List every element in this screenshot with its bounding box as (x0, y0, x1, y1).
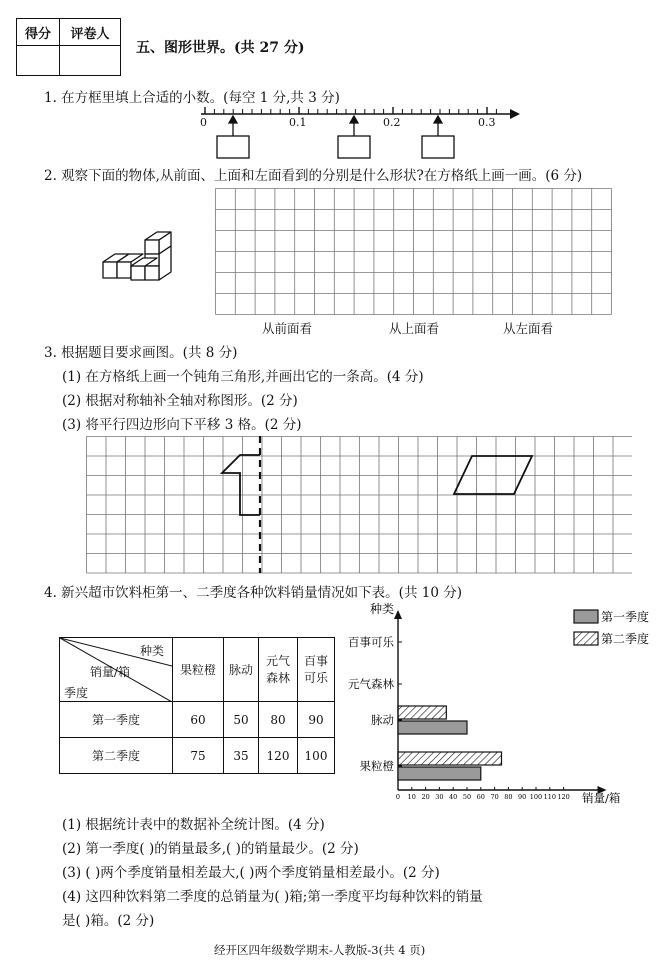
grader-label: 评卷人 (60, 19, 121, 46)
q4-sub-1: (1) 根据统计表中的数据补全统计图。(4 分) (62, 817, 325, 833)
grid-drawing[interactable] (86, 436, 632, 576)
q3-item-3: (3) 将平行四边形向下平移 3 格。(2 分) (62, 417, 302, 433)
q3-text: 3. 根据题目要求画图。(共 8 分) (44, 345, 238, 361)
q4-sub-4b: 是( )箱。(2 分) (62, 913, 155, 929)
sales-table (59, 637, 335, 774)
q3-item-2: (2) 根据对称轴补全轴对称图形。(2 分) (62, 393, 298, 409)
label-left-view: 从左面看 (503, 321, 554, 336)
legend-label: 第二季度 (601, 632, 650, 646)
q3-item-1: (1) 在方格纸上画一个钝角三角形,并画出它的一条高。(4 分) (62, 369, 424, 385)
bar-q2 (398, 706, 446, 719)
x-tick-label: 10 (407, 793, 416, 801)
x-tick-label: 20 (421, 793, 430, 801)
q1-text: 1. 在方框里填上合适的小数。(每空 1 分,共 3 分) (44, 90, 340, 106)
grader-cell[interactable] (60, 46, 121, 76)
x-tick-label: 40 (449, 793, 458, 801)
legend-label: 第一季度 (601, 610, 650, 624)
grid-views[interactable] (215, 188, 615, 316)
x-tick-label: 0 (395, 793, 401, 801)
x-tick-label: 80 (504, 793, 513, 801)
x-tick-label: 90 (518, 793, 527, 801)
x-tick-label: 30 (435, 793, 444, 801)
category-label: 百事可乐 (348, 635, 394, 649)
q4-text: 4. 新兴超市饮料柜第一、二季度各种饮料销量情况如下表。(共 10 分) (44, 585, 462, 601)
tick-label-0: 0 (200, 116, 207, 129)
x-tick-label: 120 (557, 793, 570, 801)
bar-q1 (398, 721, 467, 734)
legend-swatch (574, 610, 598, 623)
corner-season: 季度 (64, 686, 89, 700)
q4-sub-2: (2) 第一季度( )的销量最多,( )的销量最少。(2 分) (62, 841, 359, 857)
tick-label-0-2: 0.2 (383, 116, 401, 129)
corner-category: 种类 (139, 644, 164, 658)
category-label: 元气森林 (348, 677, 394, 691)
parallelogram (454, 456, 532, 494)
section-title: 五、图形世界。(共 27 分) (136, 40, 305, 56)
number-line (190, 104, 530, 160)
cube-object (100, 228, 180, 298)
bar-q2 (398, 752, 502, 765)
label-top-view: 从上面看 (389, 321, 440, 336)
tick-label-0-1: 0.1 (289, 116, 307, 129)
q4-sub-3: (3) ( )两个季度销量相差最大,( )两个季度销量相差最小。(2 分) (62, 865, 440, 881)
x-tick-label: 70 (490, 793, 499, 801)
q2-text: 2. 观察下面的物体,从前面、上面和左面看到的分别是什么形状?在方格纸上画一画。(6 分) (44, 168, 583, 184)
table-row: 第一季度 60 50 80 90 (60, 702, 335, 738)
q4-sub-4a: (4) 这四种饮料第二季度的总销量为( )箱;第一季度平均每种饮料的销量 (62, 889, 483, 905)
page-footer: 经开区四年级数学期末-人教版-3(共 4 页) (214, 943, 426, 957)
score-cell[interactable] (17, 46, 60, 76)
answer-box-3[interactable] (422, 136, 454, 158)
x-tick-label: 100 (529, 793, 543, 801)
corner-unit: 销量/箱 (90, 665, 131, 679)
score-label: 得分 (17, 19, 60, 46)
table-corner (60, 638, 173, 702)
legend-swatch (574, 632, 598, 645)
answer-box-1[interactable] (217, 136, 249, 158)
x-tick-label: 50 (462, 793, 472, 801)
col-header: 脉动 (224, 638, 259, 702)
col-header: 元气 森林 (259, 638, 298, 702)
score-box (16, 18, 121, 76)
x-tick-label: 110 (543, 793, 557, 801)
tick-label-0-3: 0.3 (478, 116, 496, 129)
label-front-view: 从前面看 (262, 321, 313, 336)
category-label: 果粒橙 (359, 759, 394, 773)
category-label: 脉动 (371, 713, 394, 727)
y-axis-label: 种类 (370, 602, 395, 616)
bar-chart[interactable] (336, 602, 666, 810)
half-figure (222, 455, 260, 515)
y-axis-arrow (394, 610, 402, 619)
bar-q1 (398, 767, 481, 780)
col-header: 果粒橙 (173, 638, 224, 702)
answer-box-2[interactable] (338, 136, 370, 158)
table-row: 第二季度 75 35 120 100 (60, 738, 335, 774)
col-header: 百事 可乐 (298, 638, 335, 702)
x-axis-label: 销量/箱 (582, 791, 621, 805)
x-tick-label: 60 (476, 793, 485, 801)
